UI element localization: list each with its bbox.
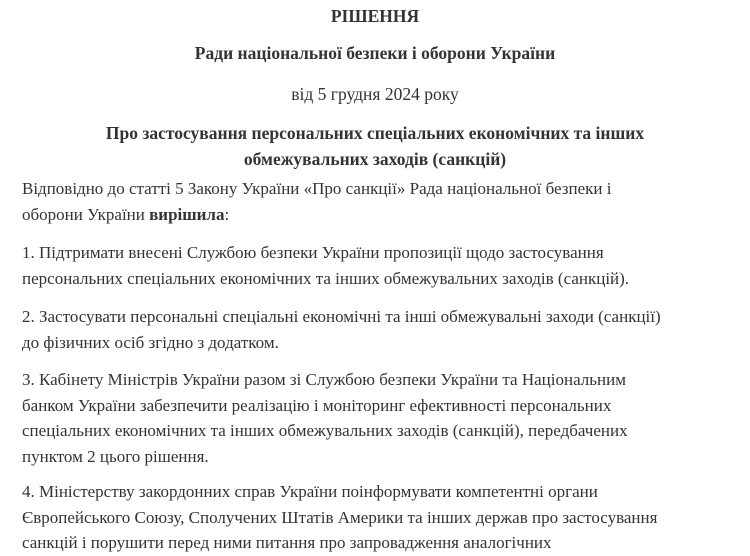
- preamble-line: [22, 202, 740, 228]
- item-line: до фізичних осіб згідно з додатком.: [22, 332, 279, 352]
- item-line: персональних спеціальних економічних та інших обмежувальних заходів (санкцій).: [22, 268, 630, 288]
- item-2: [22, 304, 740, 355]
- item-line: Європейського Союзу, Сполучених Штатів Америки та інших держав про застосування: [22, 507, 658, 527]
- issuer: Ради національної безпеки і оборони України: [194, 43, 556, 63]
- item-1: [22, 240, 740, 291]
- decision-word: вирішила: [149, 204, 225, 224]
- item-line: спеціальних економічних та інших обмежувальних заходів (санкцій), передбачених: [22, 421, 628, 440]
- preamble-line: Відповідно до статті 5 Закону України «Про санкції» Рада національної безпеки і: [22, 179, 612, 198]
- item-line: 3. Кабінету Міністрів України разом зі Службою безпеки України та Національним: [22, 370, 626, 389]
- preamble-text: оборони України: [22, 204, 150, 224]
- date: від 5 грудня 2024 року: [291, 84, 459, 104]
- document-title: РІШЕННЯ: [330, 6, 420, 26]
- item-line: санкцій і порушити перед ними питання про запровадження аналогічних: [22, 533, 552, 552]
- preamble-text: :: [224, 204, 230, 224]
- subject-line: обмежувальних заходів (санкцій): [243, 149, 507, 169]
- preamble: [22, 176, 740, 227]
- item-line: пунктом 2 цього рішення.: [22, 446, 209, 466]
- item-3: [22, 367, 740, 469]
- subject-heading: [0, 120, 750, 172]
- item-line: 2. Застосувати персональні спеціальні економічні та інші обмежувальні заходи (санкції): [22, 307, 661, 326]
- item-line: 1. Підтримати внесені Службою безпеки України пропозиції щодо застосування: [22, 243, 604, 262]
- item-line: банком України забезпечити реалізацію і моніторинг ефективності персональних: [22, 395, 612, 415]
- item-4: [22, 479, 740, 556]
- subject-line: Про застосування персональних спеціальних економічних та інших: [105, 123, 645, 143]
- item-line: 4. Міністерству закордонних справ України поінформувати компетентні органи: [22, 482, 598, 501]
